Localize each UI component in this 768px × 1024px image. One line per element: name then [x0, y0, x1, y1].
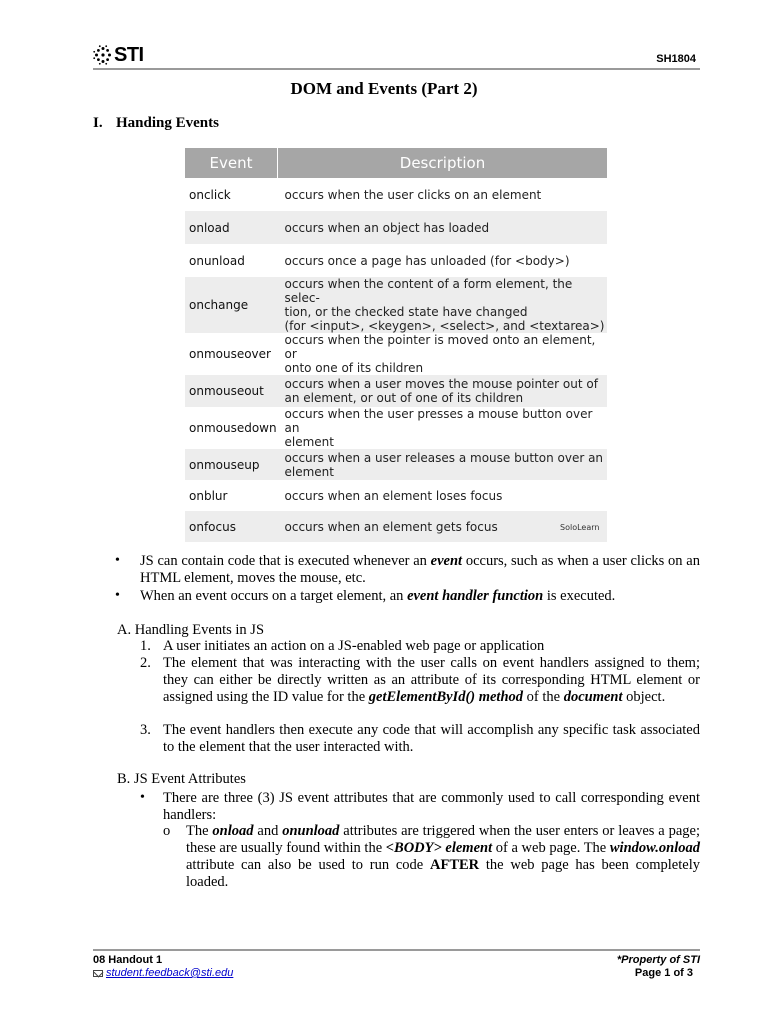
page-title: DOM and Events (Part 2): [290, 79, 478, 98]
table-row: [185, 333, 607, 375]
table-row: [185, 407, 607, 449]
section-heading-handing-events: [93, 115, 219, 132]
event-name: onmousedown: [185, 407, 278, 449]
description-line: occurs when the pointer is moved onto an element, or: [284, 333, 596, 361]
sub-bullet-icon: o: [163, 823, 171, 839]
description-line: occurs when a user moves the mouse pointer out of: [284, 377, 598, 391]
subsection-heading-a: A. Handling Events in JS: [117, 622, 265, 638]
table-row: [185, 277, 607, 333]
emphasis: document: [563, 689, 623, 705]
event-name: onload: [185, 211, 278, 244]
sti-logo: [93, 44, 144, 66]
text: of a web page. The: [492, 840, 610, 856]
text: attributes are triggered when the user enters or leaves a page; these are usually found within the: [186, 823, 700, 856]
emphasis: getElementById() method: [368, 689, 524, 705]
text: attribute can also be used to run code: [186, 857, 430, 873]
description-line: (for <input>, <keygen>, <select>, and <textarea>): [284, 319, 605, 333]
description-line: occurs when the user presses a mouse button over an: [284, 407, 593, 435]
sti-logo-icon: [93, 45, 113, 65]
description-line: occurs when the content of a form element, the selec-: [284, 277, 573, 305]
section-number: I.: [93, 115, 103, 131]
description-line: element: [284, 435, 334, 449]
page-number: Page 1 of 3: [634, 967, 693, 979]
bullet-paragraph: There are three (3) JS event attributes that are commonly used to call corresponding event handlers:: [163, 790, 700, 823]
handout-label: 08 Handout 1: [93, 954, 163, 966]
table-row: [185, 375, 607, 407]
bullet-icon: •: [115, 588, 120, 603]
table-row: [185, 511, 607, 542]
event-description: [278, 375, 608, 407]
list-number: 2.: [140, 655, 151, 671]
text: and: [253, 823, 283, 839]
list-item: [163, 655, 700, 706]
table-row: [185, 211, 607, 244]
footer-divider: [93, 949, 700, 951]
event-name: onchange: [185, 277, 278, 333]
subsection-heading-b: B. JS Event Attributes: [117, 771, 246, 787]
description-line: onto one of its children: [284, 361, 424, 375]
sub-bullet-paragraph: [186, 823, 700, 891]
header-divider: [93, 68, 700, 70]
text: of the: [523, 689, 564, 705]
bullet-icon: •: [115, 553, 120, 568]
table-row: [185, 449, 607, 480]
list-item: The event handlers then execute any code that will accomplish any specific task associated to the element that the user interacted with.: [163, 722, 700, 755]
list-item: A user initiates an action on a JS-enabled web page or application: [163, 638, 545, 654]
table-row: [185, 178, 607, 211]
bullet-icon: •: [140, 790, 145, 805]
event-description: occurs when an object has loaded: [278, 211, 608, 244]
emphasis: event: [430, 553, 463, 569]
description-line: element: [284, 464, 334, 479]
text: object.: [622, 689, 666, 705]
event-name: onblur: [185, 480, 278, 511]
emphasis: window.onload: [609, 840, 700, 856]
table-source: SoloLearn: [560, 523, 600, 532]
bullet-paragraph: [140, 588, 700, 605]
list-number: 1.: [140, 638, 151, 654]
table-row: [185, 480, 607, 511]
text: the web page has been completely loaded.: [186, 857, 700, 890]
list-number: 3.: [140, 722, 151, 738]
event-description: occurs once a page has unloaded (for <body>): [278, 244, 608, 277]
event-name: onclick: [185, 178, 278, 211]
event-name: onmouseover: [185, 333, 278, 375]
text: occurs, such as when a user clicks on an HTML element, moves the mouse, etc.: [140, 553, 700, 586]
document-code: SH1804: [656, 53, 696, 65]
property-label: *Property of STI: [616, 954, 700, 966]
event-description: [278, 449, 608, 480]
table-header-row: [185, 148, 607, 178]
event-description: occurs when the user clicks on an element: [278, 178, 608, 211]
footer-email: [93, 967, 233, 979]
table-row: [185, 244, 607, 277]
event-description: [278, 407, 608, 449]
event-name: onunload: [185, 244, 278, 277]
event-description: [278, 277, 608, 333]
mail-icon: [93, 970, 103, 977]
strong-text: AFTER: [430, 857, 480, 873]
description-line: occurs when a user releases a mouse button over an: [284, 450, 604, 465]
event-description: occurs when an element gets focus: [278, 511, 608, 542]
event-name: onfocus: [185, 511, 278, 542]
event-name: onmouseout: [185, 375, 278, 407]
event-name: onmouseup: [185, 449, 278, 480]
email-link[interactable]: student.feedback@sti.edu: [106, 967, 234, 979]
emphasis: onload: [212, 823, 254, 839]
text: JS can contain code that is executed whenever an: [140, 553, 431, 569]
events-table: [185, 148, 607, 542]
emphasis: onunload: [282, 823, 340, 839]
emphasis: event handler function: [407, 588, 544, 604]
emphasis: <BODY> element: [385, 840, 493, 856]
event-description: occurs when an element loses focus: [278, 480, 608, 511]
text: The: [186, 823, 213, 839]
text: The element that was interacting with the user calls on event handlers assigned to them; they can either be directly written as an attribute of its corresponding HTML element or assigned using the ID value for the: [163, 655, 700, 705]
column-header-event: Event: [185, 148, 278, 178]
description-line: tion, or the checked state have changed: [284, 305, 528, 319]
bullet-paragraph: [140, 553, 700, 587]
description-line: an element, or out of one of its children: [284, 391, 524, 405]
text: When an event occurs on a target element, an: [140, 588, 408, 604]
section-title: Handing Events: [116, 115, 219, 131]
text: is executed.: [543, 588, 616, 604]
event-description: [278, 333, 608, 375]
logo-text: STI: [114, 44, 144, 66]
column-header-description: Description: [278, 148, 608, 178]
